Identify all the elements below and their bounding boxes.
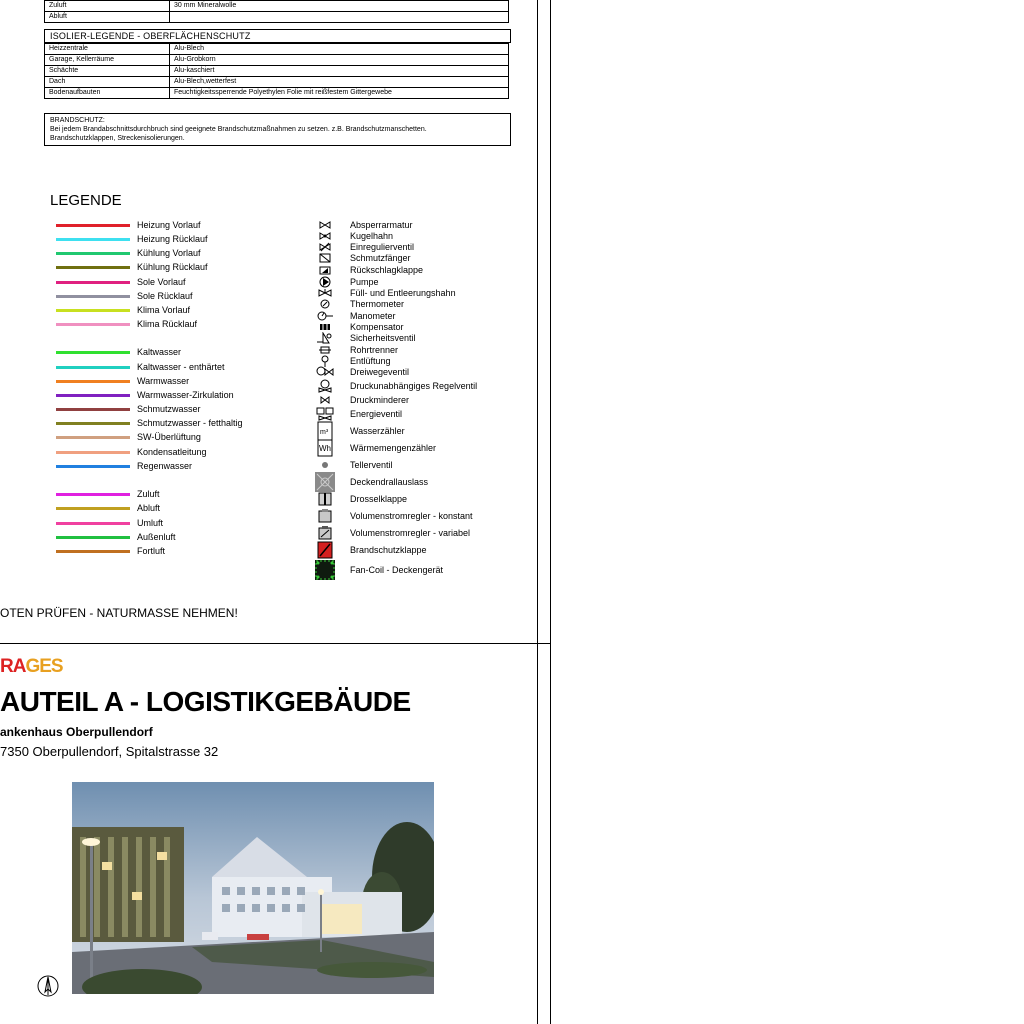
legend-line-label: Kaltwasser (137, 347, 182, 357)
legend-line-item (56, 260, 208, 274)
vav-variable-icon (314, 526, 336, 540)
legend-symbol-item (314, 441, 436, 455)
heat-meter-icon (314, 439, 336, 457)
legend-line-item (56, 501, 160, 515)
table-row: Dach Alu-Blech,wetterfest (45, 77, 509, 88)
water-meter-icon (314, 421, 336, 441)
legend-line-label: Kondensatleitung (137, 447, 207, 457)
legend-line-label: SW-Überlüftung (137, 432, 201, 442)
legend-symbol-item (314, 458, 393, 472)
legend-line-label: Kühlung Rücklauf (137, 262, 208, 272)
legend-symbol-label: Wasserzähler (350, 426, 405, 436)
legend-line-item (56, 360, 225, 374)
legend-line-label: Kühlung Vorlauf (137, 248, 201, 258)
project-address: 7350 Oberpullendorf, Spitalstrasse 32 (0, 744, 219, 759)
legend-symbol-label: Rohrtrenner (350, 345, 399, 355)
legend-symbol-label: Pumpe (350, 277, 379, 287)
fire-damper-icon (314, 541, 336, 559)
vav-constant-icon (314, 509, 336, 523)
insulation-legend-title: ISOLIER-LEGENDE - OBERFLÄCHENSCHUTZ (50, 31, 251, 41)
compensator-icon (314, 323, 336, 331)
line-swatch (56, 394, 130, 397)
throttle-damper-icon (314, 492, 336, 506)
legend-symbol-label: Thermometer (350, 299, 405, 309)
table-row: Heizzentrale Alu-Blech (45, 44, 509, 55)
legend-line-item (56, 317, 197, 331)
legend-line-item (56, 445, 207, 459)
title-block-divider (0, 643, 551, 644)
legend-symbol-item (314, 509, 473, 523)
pressure-reducer-icon (314, 396, 336, 404)
insulation-legend-header (44, 29, 511, 43)
legend-line-item (56, 289, 193, 303)
legend-line-item (56, 530, 176, 544)
company-logo: RAGES (0, 656, 63, 677)
legend-symbol-item (314, 563, 443, 577)
line-swatch (56, 451, 130, 454)
legend-line-label: Schmutzwasser - fetthaltig (137, 418, 243, 428)
svg-text:Wh: Wh (319, 444, 331, 453)
legend-line-item (56, 459, 192, 473)
table-row: Bodenaufbauten Feuchtigkeitssperrende Polyethylen Folie mit reißfestem Gittergewebe (45, 88, 509, 99)
table-row: Zuluft 30 mm Mineralwolle (45, 1, 509, 12)
line-swatch (56, 252, 130, 255)
legend-line-item (56, 345, 181, 359)
legend-symbol-label: Volumenstromregler - konstant (350, 511, 473, 521)
client-name: ankenhaus Oberpullendorf (0, 725, 153, 739)
legend-line-item (56, 487, 160, 501)
insulation-legend-table (44, 43, 509, 99)
legend-symbol-label: Druckunabhängiges Regelventil (350, 381, 478, 391)
legend-line-item (56, 374, 189, 388)
legend-symbol-item (314, 424, 405, 438)
table-row: Garage, Kellerräume Alu-Grobkorn (45, 55, 509, 66)
legend-symbol-item (314, 393, 409, 407)
legend-line-item (56, 402, 201, 416)
legend-symbol-label: Energieventil (350, 409, 403, 419)
line-swatch (56, 507, 130, 510)
fan-coil-icon (314, 560, 336, 580)
fire-protection-line2: Brandschutzklappen, Streckenisolierungen. (50, 135, 185, 142)
legend-symbol-label: Dreiwegeventil (350, 367, 410, 377)
ball-valve-icon (314, 232, 336, 240)
legend-line-label: Sole Vorlauf (137, 277, 186, 287)
pressure-independent-valve-icon (314, 379, 336, 393)
line-swatch (56, 422, 130, 425)
project-title: AUTEIL A - LOGISTIKGEBÄUDE (0, 686, 411, 717)
fire-protection-line1: Bei jedem Brandabschnittsdurchbruch sind geeignete Brandschutzmaßnahmen zu setzen. z.B. Brandschutzmanschetten. (50, 126, 427, 133)
legend-symbol-item (314, 365, 409, 379)
line-swatch (56, 465, 130, 468)
energy-valve-icon (314, 407, 336, 421)
air-insulation-table (44, 0, 509, 23)
building-rendering-image (72, 782, 434, 994)
legend-symbol-label: Kompensator (350, 322, 404, 332)
legend-line-item (56, 246, 201, 260)
drain-cock-icon (314, 289, 336, 297)
legend-symbol-label: Kugelhahn (350, 231, 394, 241)
check-valve-icon (314, 265, 336, 275)
legend-line-label: Fortluft (137, 546, 166, 556)
line-swatch (56, 493, 130, 496)
legend-symbol-item (314, 379, 477, 393)
legend-symbol-label: Manometer (350, 311, 396, 321)
legend-symbol-label: Sicherheitsventil (350, 333, 416, 343)
ceiling-swirl-diffuser-icon (314, 472, 336, 492)
table-row: Abluft (45, 12, 509, 23)
line-swatch (56, 281, 130, 284)
disc-valve-icon (314, 461, 336, 469)
legend-line-label: Heizung Rücklauf (137, 234, 208, 244)
legend-symbol-item (314, 475, 428, 489)
sheet-border-right (537, 0, 538, 1024)
legend-symbol-item (314, 407, 402, 421)
legend-line-label: Schmutzwasser (137, 404, 201, 414)
line-swatch (56, 224, 130, 227)
line-swatch (56, 238, 130, 241)
legend-line-label: Warmwasser-Zirkulation (137, 390, 234, 400)
legend-line-label: Umluft (137, 518, 164, 528)
legend-symbol-label: Einregulierventil (350, 242, 415, 252)
line-swatch (56, 550, 130, 553)
three-way-valve-icon (314, 366, 336, 378)
legend-symbol-label: Rückschlagklappe (350, 265, 424, 275)
legend-symbol-label: Füll- und Entleerungshahn (350, 288, 456, 298)
gate-valve-icon (314, 221, 336, 229)
legend-line-label: Außenluft (137, 532, 176, 542)
legend-symbol-label: Schmutzfänger (350, 253, 411, 263)
north-arrow-icon (37, 975, 59, 997)
line-swatch (56, 522, 130, 525)
legend-line-item (56, 303, 190, 317)
legend-symbol-label: Absperrarmatur (350, 220, 413, 230)
fire-protection-title: BRANDSCHUTZ: (50, 117, 105, 124)
line-swatch (56, 408, 130, 411)
legend-symbol-item (314, 492, 407, 506)
legend-line-label: Sole Rücklauf (137, 291, 193, 301)
legend-symbol-item (314, 543, 427, 557)
fire-protection-box (44, 113, 511, 146)
legend-symbol-label: Wärmemengenzähler (350, 443, 437, 453)
line-swatch (56, 380, 130, 383)
line-swatch (56, 323, 130, 326)
legend-line-item (56, 388, 234, 402)
table-row: Schächte Alu-kaschiert (45, 66, 509, 77)
legend-symbol-label: Drosselklappe (350, 494, 408, 504)
legend-symbol-label: Fan-Coil - Deckengerät (350, 565, 444, 575)
legend-line-label: Heizung Vorlauf (137, 220, 201, 230)
legend-line-item (56, 416, 243, 430)
legend-line-label: Klima Rücklauf (137, 319, 198, 329)
legend-line-item (56, 516, 163, 530)
legend-symbol-label: Tellerventil (350, 460, 393, 470)
line-swatch (56, 366, 130, 369)
line-swatch (56, 266, 130, 269)
legend-line-label: Kaltwasser - enthärtet (137, 362, 225, 372)
legend-title: LEGENDE (50, 192, 122, 209)
legend-line-item (56, 218, 201, 232)
line-swatch (56, 351, 130, 354)
legend-line-label: Warmwasser (137, 376, 190, 386)
strainer-icon (314, 253, 336, 263)
legend-line-label: Zuluft (137, 489, 160, 499)
legend-line-label: Regenwasser (137, 461, 193, 471)
sheet-border-outer (550, 0, 551, 1024)
legend-symbol-label: Entlüftung (350, 356, 391, 366)
legend-symbol-label: Volumenstromregler - variabel (350, 528, 471, 538)
legend-symbol-item (314, 526, 470, 540)
line-swatch (56, 536, 130, 539)
line-swatch (56, 295, 130, 298)
thermometer-icon (314, 299, 336, 309)
legend-symbol-label: Druckminderer (350, 395, 410, 405)
legend-line-item (56, 232, 208, 246)
line-swatch (56, 309, 130, 312)
dimension-note: OTEN PRÜFEN - NATURMASSE NEHMEN! (0, 606, 238, 620)
legend-line-label: Abluft (137, 503, 161, 513)
legend-symbol-label: Deckendrallauslass (350, 477, 429, 487)
legend-line-label: Klima Vorlauf (137, 305, 191, 315)
line-swatch (56, 436, 130, 439)
legend-line-item (56, 544, 165, 558)
legend-line-item (56, 430, 201, 444)
pipe-separator-icon (314, 346, 336, 354)
legend-line-item (56, 275, 186, 289)
legend-symbol-label: Brandschutzklappe (350, 545, 427, 555)
svg-text:m³: m³ (320, 429, 329, 436)
